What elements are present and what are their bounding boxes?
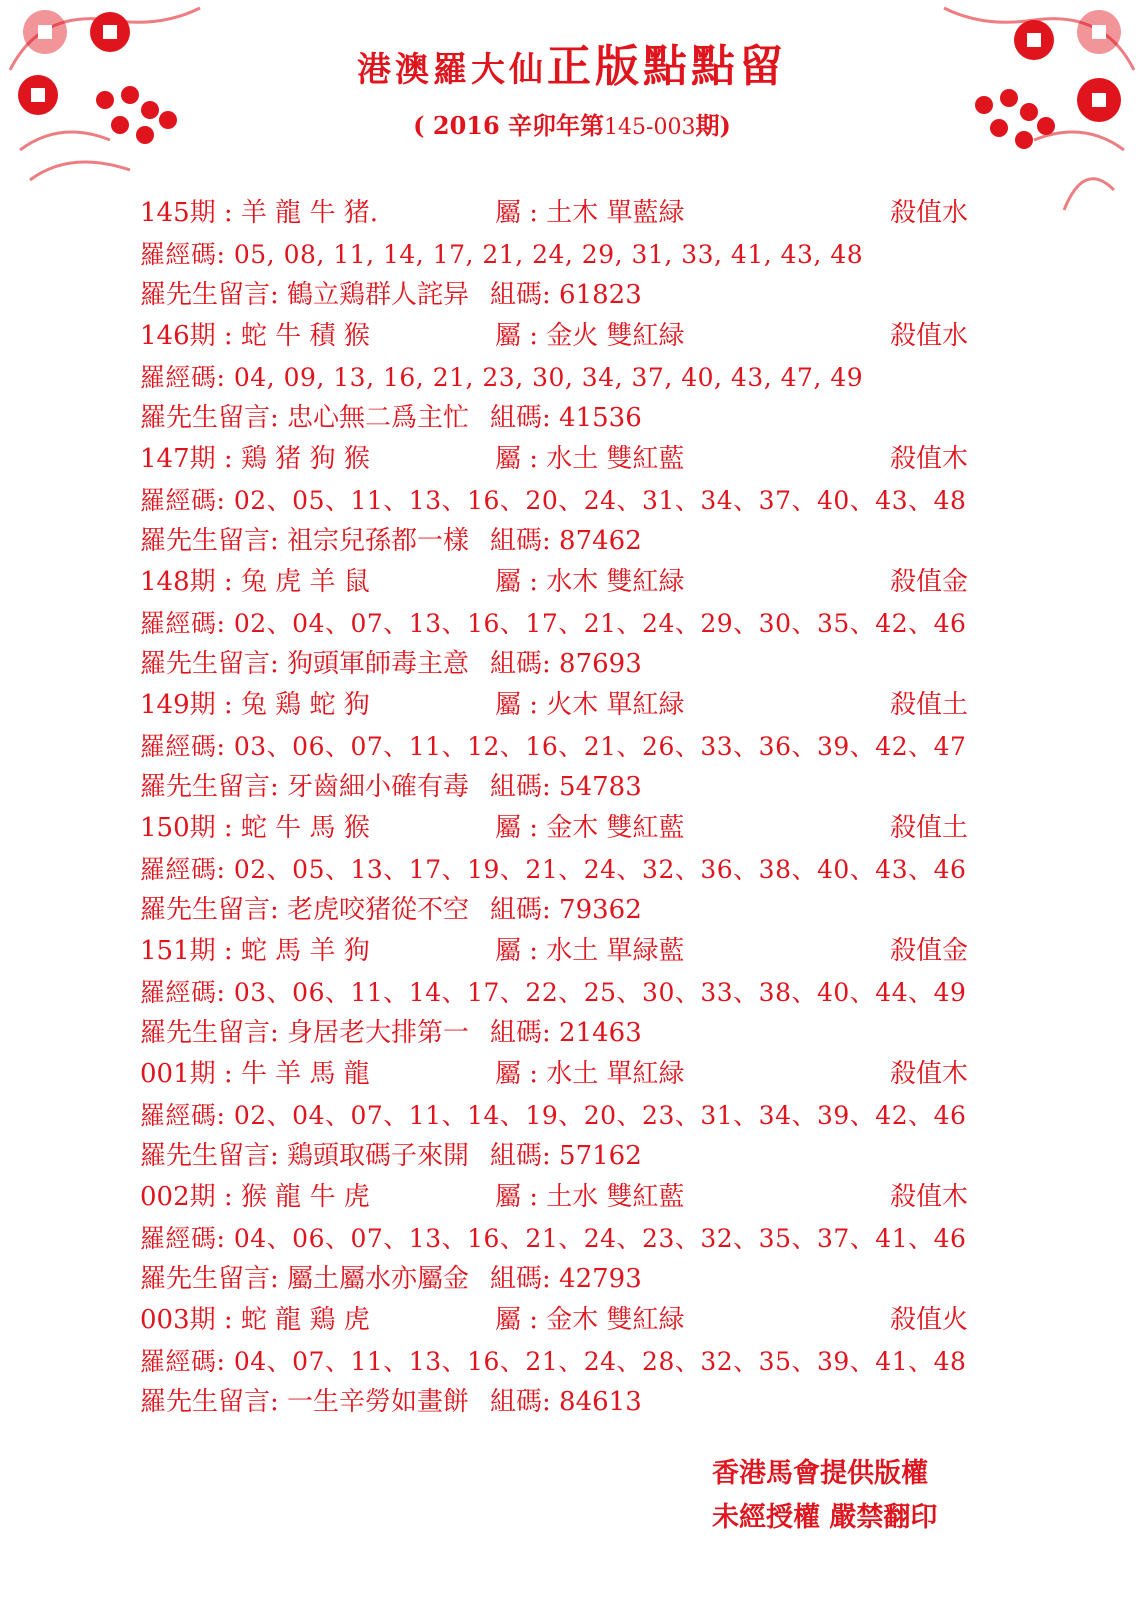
period-zodiac: 003期 : 蛇 龍 鶏 虎 <box>140 1305 370 1335</box>
compass-codes: 羅經碼: 04、07、11、13、16、21、24、28、32、35、39、41、48 <box>140 1347 967 1376</box>
message-text: 羅先生留言: 鶏頭取碼子來開 <box>140 1141 470 1171</box>
message-row <box>140 1259 1010 1300</box>
entry-block <box>140 439 1010 562</box>
period-zodiac: 149期 : 兔 鶏 蛇 狗 <box>140 690 370 720</box>
period-zodiac: 002期 : 猴 龍 牛 虎 <box>140 1182 370 1212</box>
copyright-footer <box>712 1452 937 1540</box>
combo-code: 組碼: 42793 <box>490 1264 642 1294</box>
period-zodiac: 150期 : 蛇 牛 馬 猴 <box>140 813 370 843</box>
combo-code: 組碼: 61823 <box>490 280 642 310</box>
message-row <box>140 1013 1010 1054</box>
title-main: 正版點點留 <box>547 41 787 92</box>
subtitle-close: 期) <box>695 111 731 140</box>
message-text: 羅先生留言: 一生辛勞如畫餅 <box>140 1387 470 1417</box>
compass-codes: 羅經碼: 04, 09, 13, 16, 21, 23, 30, 34, 37, 40, 43, 47, 49 <box>140 363 864 392</box>
period-kill-value: 殺值土 <box>890 813 969 843</box>
message-row <box>140 890 1010 931</box>
period-kill-value: 殺值土 <box>890 690 969 720</box>
period-row <box>140 562 1010 603</box>
compass-codes: 羅經碼: 02、04、07、11、14、19、20、23、31、34、39、42、46 <box>140 1101 967 1130</box>
combo-code: 組碼: 54783 <box>490 772 642 802</box>
period-attribute: 屬 : 水土 單紅緑 <box>495 1059 685 1089</box>
period-row <box>140 316 1010 357</box>
message-row <box>140 1382 1010 1423</box>
period-row <box>140 193 1010 234</box>
entry-block <box>140 316 1010 439</box>
compass-codes: 羅經碼: 04、06、07、13、16、21、24、23、32、35、37、41、46 <box>140 1224 967 1253</box>
footer-line-2: 未經授權 嚴禁翻印 <box>712 1502 938 1533</box>
compass-codes: 羅經碼: 05, 08, 11, 14, 17, 21, 24, 29, 31, 33, 41, 43, 48 <box>140 240 864 269</box>
period-zodiac: 147期 : 鶏 猪 狗 猴 <box>140 444 370 474</box>
period-attribute: 屬 : 水土 雙紅藍 <box>495 444 685 474</box>
period-attribute: 屬 : 水土 單緑藍 <box>495 936 685 966</box>
period-row <box>140 931 1010 972</box>
subtitle-open: ( 2016 辛卯年第 <box>413 111 605 140</box>
period-row <box>140 1300 1010 1341</box>
message-row <box>140 275 1010 316</box>
period-zodiac: 151期 : 蛇 馬 羊 狗 <box>140 936 370 966</box>
period-zodiac: 001期 : 牛 羊 馬 龍 <box>140 1059 370 1089</box>
message-text: 羅先生留言: 鶴立鶏群人詫异 <box>140 280 470 310</box>
period-kill-value: 殺值火 <box>890 1305 969 1335</box>
entry-block <box>140 562 1010 685</box>
message-text: 羅先生留言: 祖宗兒孫都一樣 <box>140 526 470 556</box>
period-row <box>140 685 1010 726</box>
entry-block <box>140 1300 1010 1423</box>
compass-codes: 羅經碼: 02、05、11、13、16、20、24、31、34、37、40、43、48 <box>140 486 967 515</box>
compass-codes: 羅經碼: 02、04、07、13、16、17、21、24、29、30、35、42、46 <box>140 609 967 638</box>
entry-block <box>140 931 1010 1054</box>
entry-block <box>140 808 1010 931</box>
period-kill-value: 殺值木 <box>890 444 969 474</box>
page-title <box>0 30 1144 94</box>
message-text: 羅先生留言: 牙齒細小確有毒 <box>140 772 470 802</box>
combo-code: 組碼: 57162 <box>490 1141 642 1171</box>
title-prefix: 港澳羅大仙 <box>357 50 547 90</box>
period-attribute: 屬 : 金木 雙紅藍 <box>495 813 685 843</box>
period-attribute: 屬 : 金木 雙紅緑 <box>495 1305 685 1335</box>
period-row <box>140 1177 1010 1218</box>
combo-code: 組碼: 87693 <box>490 649 642 679</box>
combo-code: 組碼: 41536 <box>490 403 642 433</box>
entries-list <box>140 193 1010 1423</box>
message-row <box>140 398 1010 439</box>
period-zodiac: 148期 : 兔 虎 羊 鼠 <box>140 567 370 597</box>
message-row <box>140 767 1010 808</box>
message-row <box>140 521 1010 562</box>
entry-block <box>140 193 1010 316</box>
message-text: 羅先生留言: 身居老大排第一 <box>140 1018 470 1048</box>
period-kill-value: 殺值木 <box>890 1059 969 1089</box>
period-zodiac: 146期 : 蛇 牛 積 猴 <box>140 321 370 351</box>
period-attribute: 屬 : 土木 單藍緑 <box>495 198 685 228</box>
compass-codes: 羅經碼: 03、06、11、14、17、22、25、30、33、38、40、44、49 <box>140 978 967 1007</box>
combo-code: 組碼: 87462 <box>490 526 642 556</box>
period-attribute: 屬 : 土水 雙紅藍 <box>495 1182 685 1212</box>
footer-line-1: 香港馬會提供版權 <box>712 1458 928 1489</box>
period-row <box>140 439 1010 480</box>
period-kill-value: 殺值金 <box>890 936 969 966</box>
message-text: 羅先生留言: 忠心無二爲主忙 <box>140 403 470 433</box>
period-attribute: 屬 : 水木 雙紅緑 <box>495 567 685 597</box>
period-row <box>140 808 1010 849</box>
combo-code: 組碼: 79362 <box>490 895 642 925</box>
period-kill-value: 殺值木 <box>890 1182 969 1212</box>
entry-block <box>140 1054 1010 1177</box>
combo-code: 組碼: 21463 <box>490 1018 642 1048</box>
compass-codes: 羅經碼: 03、06、07、11、12、16、21、26、33、36、39、42、47 <box>140 732 967 761</box>
entry-block <box>140 685 1010 808</box>
message-text: 羅先生留言: 老虎咬猪從不空 <box>140 895 470 925</box>
period-kill-value: 殺值金 <box>890 567 969 597</box>
entry-block <box>140 1177 1010 1300</box>
period-row <box>140 1054 1010 1095</box>
message-row <box>140 644 1010 685</box>
compass-codes: 羅經碼: 02、05、13、17、19、21、24、32、36、38、40、43、46 <box>140 855 967 884</box>
period-attribute: 屬 : 金火 雙紅緑 <box>495 321 685 351</box>
message-text: 羅先生留言: 屬土屬水亦屬金 <box>140 1264 470 1294</box>
message-text: 羅先生留言: 狗頭軍師毒主意 <box>140 649 470 679</box>
period-attribute: 屬 : 火木 單紅緑 <box>495 690 685 720</box>
period-kill-value: 殺值水 <box>890 198 969 228</box>
message-row <box>140 1136 1010 1177</box>
period-zodiac: 145期 : 羊 龍 牛 猪. <box>140 198 378 228</box>
subtitle-range: 145-003 <box>604 115 696 140</box>
page-subtitle <box>0 106 1144 141</box>
combo-code: 組碼: 84613 <box>490 1387 642 1417</box>
period-kill-value: 殺值水 <box>890 321 969 351</box>
